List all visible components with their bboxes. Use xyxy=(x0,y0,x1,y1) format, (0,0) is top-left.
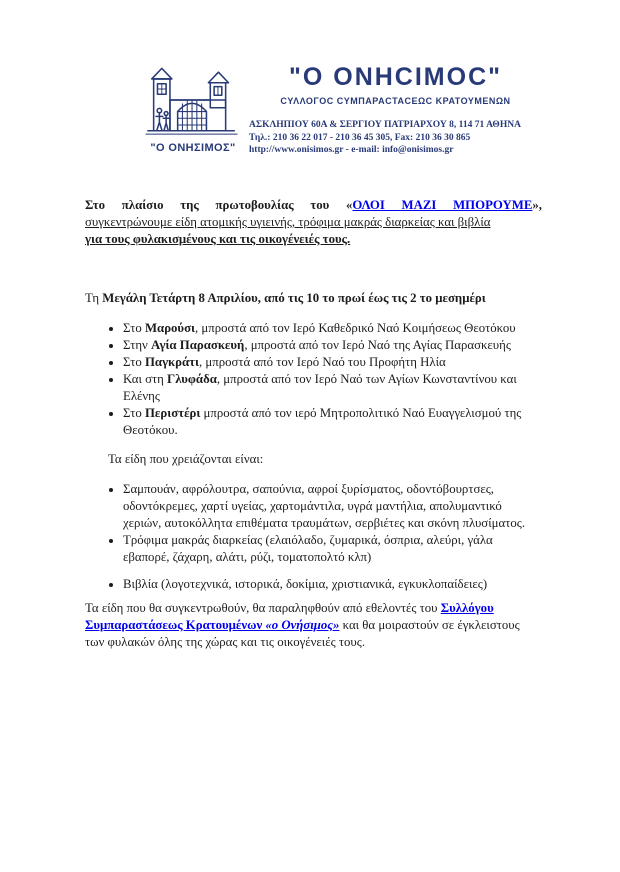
closing-pre: Τα είδη που θα συγκεντρωθούν, θα παραληφθούν από εθελοντές του xyxy=(85,601,441,615)
association-link-main: Συλλόγου Συμπαραστάσεως Κρατουμένων xyxy=(85,601,494,632)
location-pre: Στο xyxy=(123,321,145,335)
document-body xyxy=(85,197,542,651)
location-name: Μαρούσι xyxy=(144,321,196,335)
org-title-block xyxy=(249,63,542,157)
location-rest: , μπροστά από τον Ιερό Ναό του Προφήτη Ηλία xyxy=(199,355,446,369)
location-pre: Στο xyxy=(123,355,145,369)
needs-item: • Βιβλία (λογοτεχνικά, ιστορικά, δοκίμια, χριστιανικά, εγκυκλοπαίδειες) xyxy=(123,576,542,593)
closing-paragraph xyxy=(85,600,542,651)
association-link-italic: «ο Ονήσιμος» xyxy=(265,618,340,632)
org-logo xyxy=(143,63,243,157)
location-name: Περιστέρι xyxy=(144,406,201,420)
needs-list xyxy=(85,481,542,593)
location-pre: Στο xyxy=(123,406,145,420)
location-pre: Στην xyxy=(123,338,152,352)
contact-block xyxy=(249,119,542,157)
location-item xyxy=(123,405,542,439)
contact-address: ΑΣΚΛΗΠΙΟΥ 60Α & ΣΕΡΓΙΟΥ ΠΑΤΡΙΑΡΧΟΥ 8, 114 71 ΑΘΗΝΑ xyxy=(249,120,521,130)
location-item xyxy=(123,371,542,405)
needs-item: • Σαμπουάν, αφρόλουτρα, σαπούνια, αφροί ξυρίσματος, οδοντόβουρτσες, οδοντόκρεμες, χαρτί υγείας, χαρτομάντιλα, υγρά μαντήλια, απολυμαντικό χεριών, αυτοκόλλητα επιθέματα τραυμάτων, σερβιέτες και σκόνη πλυσίματος. xyxy=(123,481,542,532)
prison-church-building-icon xyxy=(145,63,241,139)
org-subtitle: CΥΛΛΟΓΟC CΥΜΠΑΡΑCΤΑCΕΩC ΚΡΑΤΟΥΜΕΝΩΝ xyxy=(280,96,511,106)
needs-item: • Τρόφιμα μακράς διαρκείας (ελαιόλαδο, ζυμαρικά, όσπρια, αλεύρι, γάλα εβαπορέ, ζάχαρη, αλάτι, ρύζι, τοματοπολτό κλπ) xyxy=(123,532,542,566)
location-item xyxy=(123,320,542,337)
date-prefix: Τη xyxy=(85,291,103,305)
location-pre: Και στη xyxy=(123,372,168,386)
date-bold: Μεγάλη Τετάρτη 8 Απριλίου, από τις 10 το πρωί έως τις 2 το μεσημέρι xyxy=(102,291,486,305)
location-rest: μπροστά από τον ιερό Μητροπολιτικό Ναό Ευαγγελισμού της Θεοτόκου. xyxy=(123,406,522,437)
intro-lead-tail: », xyxy=(532,198,542,212)
location-name: Παγκράτι xyxy=(144,355,200,369)
contact-web: http://www.onisimos.gr - e-mail: info@onisimos.gr xyxy=(249,145,454,155)
contact-phones: Τηλ.: 210 36 22 017 - 210 36 45 305, Fax: 210 36 30 865 xyxy=(249,132,471,143)
location-item xyxy=(123,354,542,371)
intro-lead: Στο πλαίσιο της πρωτοβουλίας του « xyxy=(85,198,353,212)
collection-date-line xyxy=(85,290,542,307)
intro-paragraph xyxy=(85,197,542,248)
location-name: Γλυφάδα xyxy=(167,372,217,386)
location-name: Αγία Παρασκευή xyxy=(151,338,245,352)
needs-heading: Τα είδη που χρειάζονται είναι: xyxy=(108,452,264,466)
closing-post: και θα μοιραστούν σε έγκλειστους των φυλακών όλης της χώρας και τις οικογένειές τους. xyxy=(85,618,520,649)
logo-caption: "Ο ΟΝΗΣΙΜΟΣ" xyxy=(150,142,236,154)
location-rest: , μπροστά από τον Ιερό Ναό των Αγίων Κωνσταντίνου και Ελένης xyxy=(123,372,517,403)
location-rest: , μπροστά από τον Ιερό Καθεδρικό Ναό Κοιμήσεως Θεοτόκου xyxy=(195,321,516,335)
intro-line-1 xyxy=(85,197,542,214)
intro-line-3: για τους φυλακισμένους και τις οικογένειές τους. xyxy=(85,232,351,246)
org-title: "Ο ΟΝΗCΙΜΟC" xyxy=(289,63,502,91)
letterhead xyxy=(143,63,542,157)
intro-line-2: συγκεντρώνουμε είδη ατομικής υγιεινής, τρόφιμα μακράς διαρκείας και βιβλία xyxy=(85,215,491,229)
locations-list xyxy=(85,320,542,439)
location-item xyxy=(123,337,542,354)
initiative-link[interactable]: ΟΛΟΙ ΜΑΖΙ ΜΠΟΡΟΥΜΕ xyxy=(352,198,533,212)
location-rest: , μπροστά από τον Ιερό Ναό της Αγίας Παρασκευής xyxy=(244,338,511,352)
